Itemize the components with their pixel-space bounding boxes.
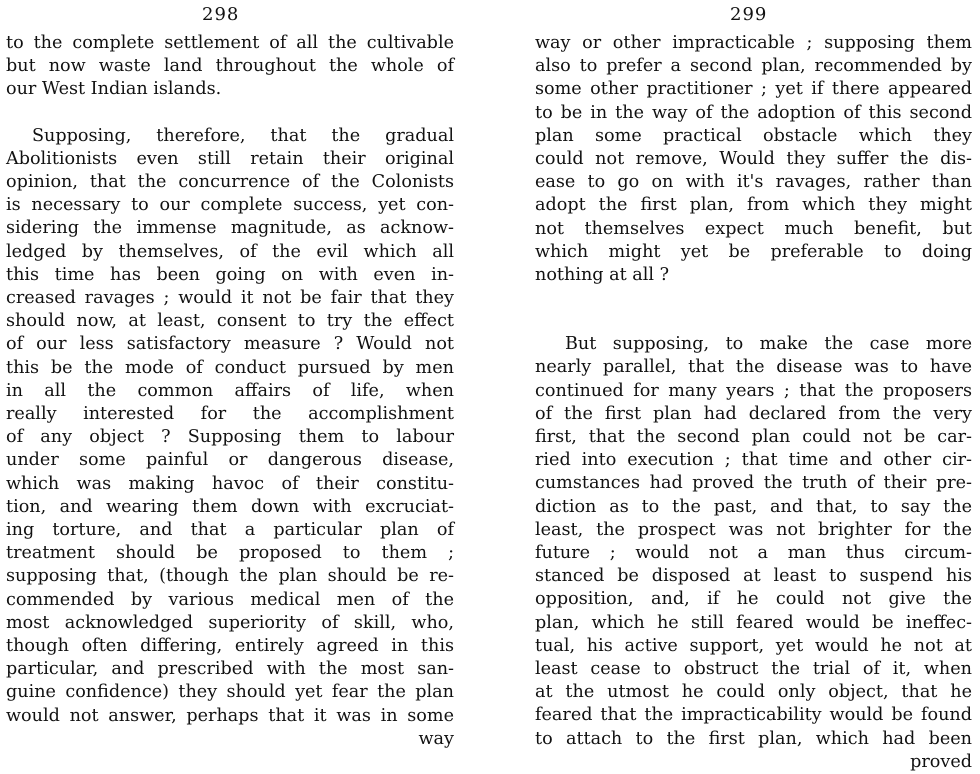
text-line: way or other impracticable ; supposing them xyxy=(535,33,972,53)
text-line: cumstances had proved the truth of their pre- xyxy=(535,473,972,494)
text-line: supposing that, (though the plan should be re- xyxy=(6,566,454,587)
text-line: creased ravages ; would it not be fair that they xyxy=(6,288,454,309)
text-line: continued for many years ; that the proposers xyxy=(535,380,972,401)
text-line: is necessary to our complete success, yet con- xyxy=(6,195,454,216)
left-paragraph-1 xyxy=(6,32,454,102)
text-line: tion, and wearing them down with excruciat- xyxy=(6,496,454,517)
text-line: plan some practical obstacle which they xyxy=(535,125,972,146)
text-line: could not remove, Would they suffer the dis- xyxy=(535,149,972,170)
text-line: commended by various medical men of the xyxy=(6,589,454,610)
text-line: treatment should be proposed to them ; xyxy=(6,543,454,564)
text-line: future ; would not a man thus circum- xyxy=(535,543,972,564)
text-line: opinion, that the concurrence of the Colonists xyxy=(6,172,454,193)
text-line: this be the mode of conduct pursued by men xyxy=(6,357,454,378)
text-line: least, the prospect was not brighter for the xyxy=(535,519,972,540)
left-page-text xyxy=(6,32,454,751)
text-line: adopt the first plan, from which they might xyxy=(535,195,972,216)
text-line: ried into execution ; that time and other cir- xyxy=(535,450,972,471)
text-line: to be in the way of the adoption of this second xyxy=(535,102,972,123)
text-line: not themselves expect much benefit, but xyxy=(535,218,972,239)
text-line: guine confidence) they should yet fear the plan xyxy=(6,682,454,703)
text-line: our West Indian islands. xyxy=(6,79,222,100)
text-line: in all the common affairs of life, when xyxy=(6,380,454,401)
text-line: to the complete settlement of all the cultivable xyxy=(6,33,454,53)
right-page-text xyxy=(535,32,972,774)
left-page-number: 298 xyxy=(202,4,240,25)
text-line: most acknowledged superiority of skill, who, xyxy=(6,612,454,633)
catchword: proved xyxy=(910,751,972,772)
catchword: way xyxy=(418,728,454,749)
text-line: of the first plan had declared from the very xyxy=(535,403,972,424)
text-line: really interested for the accomplishment xyxy=(6,404,454,425)
text-line: to attach to the first plan, which had been xyxy=(535,728,972,749)
text-line: stanced be disposed at least to suspend his xyxy=(535,566,972,587)
text-line: also to prefer a second plan, recommended by xyxy=(535,56,972,77)
text-line: should now, at least, consent to try the effect xyxy=(6,311,454,332)
text-line: at the utmost he could only object, that he xyxy=(535,682,972,703)
text-line: But supposing, to make the case more xyxy=(565,334,972,355)
text-line: ing torture, and that a particular plan of xyxy=(6,520,454,541)
text-line: nothing at all ? xyxy=(535,265,670,286)
text-line: would not answer, perhaps that it was in some xyxy=(6,705,454,726)
text-line: but now waste land throughout the whole of xyxy=(6,56,454,77)
right-paragraph-1 xyxy=(535,32,972,287)
text-line: ledged by themselves, of the evil which all xyxy=(6,241,454,262)
right-paragraph-2 xyxy=(535,333,972,751)
text-line: sidering the immense magnitude, as acknow- xyxy=(6,218,454,239)
text-line: under some painful or dangerous disease, xyxy=(6,450,454,471)
text-line: Abolitionists even still retain their original xyxy=(6,148,454,169)
left-paragraph-2 xyxy=(6,125,454,728)
text-line: particular, and prescribed with the most san- xyxy=(6,659,454,680)
text-line: feared that the impracticability would be found xyxy=(535,705,972,726)
text-line: of any object ? Supposing them to labour xyxy=(6,427,454,448)
text-line: Supposing, therefore, that the gradual xyxy=(32,125,454,146)
text-line: opposition, and, if he could not give the xyxy=(535,589,972,610)
text-line: some other practitioner ; yet if there appeared xyxy=(535,79,972,100)
text-line: plan, which he still feared would be ineffec- xyxy=(535,612,972,633)
text-line: ease to go on with it's ravages, rather than xyxy=(535,172,972,193)
text-line: least cease to obstruct the trial of it, when xyxy=(535,659,972,680)
right-page-number: 299 xyxy=(730,4,768,25)
text-line: which was making havoc of their constitu- xyxy=(6,473,454,494)
text-line: tual, his active support, yet would he not at xyxy=(535,635,972,656)
text-line: nearly parallel, that the disease was to have xyxy=(535,357,972,378)
text-line: this time has been going on with even in- xyxy=(6,264,454,285)
text-line: though often differing, entirely agreed in this xyxy=(6,636,454,657)
text-line: of our less satisfactory measure ? Would not xyxy=(6,334,454,355)
text-line: diction as to the past, and that, to say the xyxy=(535,496,972,517)
text-line: which might yet be preferable to doing xyxy=(535,241,972,262)
text-line: first, that the second plan could not be car- xyxy=(535,427,972,448)
